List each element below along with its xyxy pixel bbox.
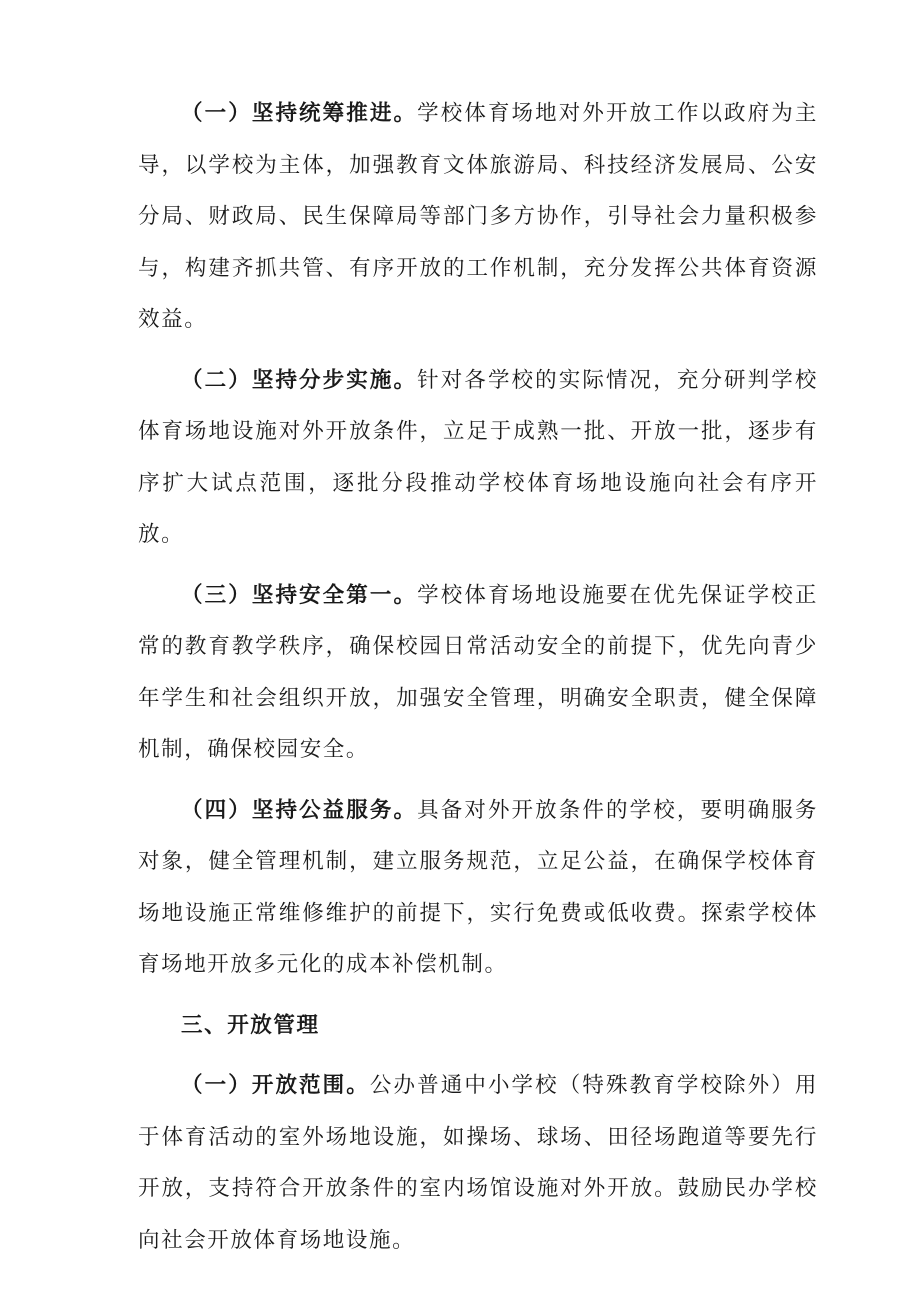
paragraph-open-scope xyxy=(138,1060,818,1266)
paragraph-lead: （二）坚持分步实施。 xyxy=(181,367,418,393)
paragraph-body: 针对各学校的实际情况，充分研判学校体育场地设施对外开放条件，立足于成熟一批、开放一批，逐步有序扩大试点范围，逐批分段推动学校体育场地设施向社会有序开放。 xyxy=(138,367,818,547)
paragraph-public-service xyxy=(138,785,818,991)
paragraph-safety-first xyxy=(138,570,818,776)
paragraph-lead: （四）坚持公益服务。 xyxy=(181,797,418,823)
paragraph-step-by-step xyxy=(138,355,818,561)
section-heading-open-management: 三、开放管理 xyxy=(181,1012,320,1038)
paragraph-lead: （一）坚持统筹推进。 xyxy=(181,101,418,126)
paragraph-body: 公办普通中小学校（特殊教育学校除外）用于体育活动的室外场地设施，如操场、球场、田径场跑道等要先行开放，支持符合开放条件的室内场馆设施对外开放。鼓励民办学校向社会开放体育场地设施。 xyxy=(138,1073,818,1253)
paragraph-body: 学校体育场地对外开放工作以政府为主导，以学校为主体，加强教育文体旅游局、科技经济发展局、公安分局、财政局、民生保障局等部门多方协作，引导社会力量积极参与，构建齐抓共管、有序开放的工作机制，充分发挥公共体育资源效益。 xyxy=(138,101,818,332)
paragraph-coordinated-advancement xyxy=(138,88,818,346)
paragraph-body: 具备对外开放条件的学校，要明确服务对象，健全管理机制，建立服务规范，立足公益，在确保学校体育场地设施正常维修维护的前提下，实行免费或低收费。探索学校体育场地开放多元化的成本补偿机制。 xyxy=(138,797,818,977)
paragraph-lead: （一）开放范围。 xyxy=(181,1073,370,1098)
paragraph-lead: （三）坚持安全第一。 xyxy=(181,582,418,608)
paragraph-body: 学校体育场地设施要在优先保证学校正常的教育教学秩序，确保校园日常活动安全的前提下，优先向青少年学生和社会组织开放，加强安全管理，明确安全职责，健全保障机制，确保校园安全。 xyxy=(138,582,818,762)
document-page xyxy=(138,88,818,1266)
